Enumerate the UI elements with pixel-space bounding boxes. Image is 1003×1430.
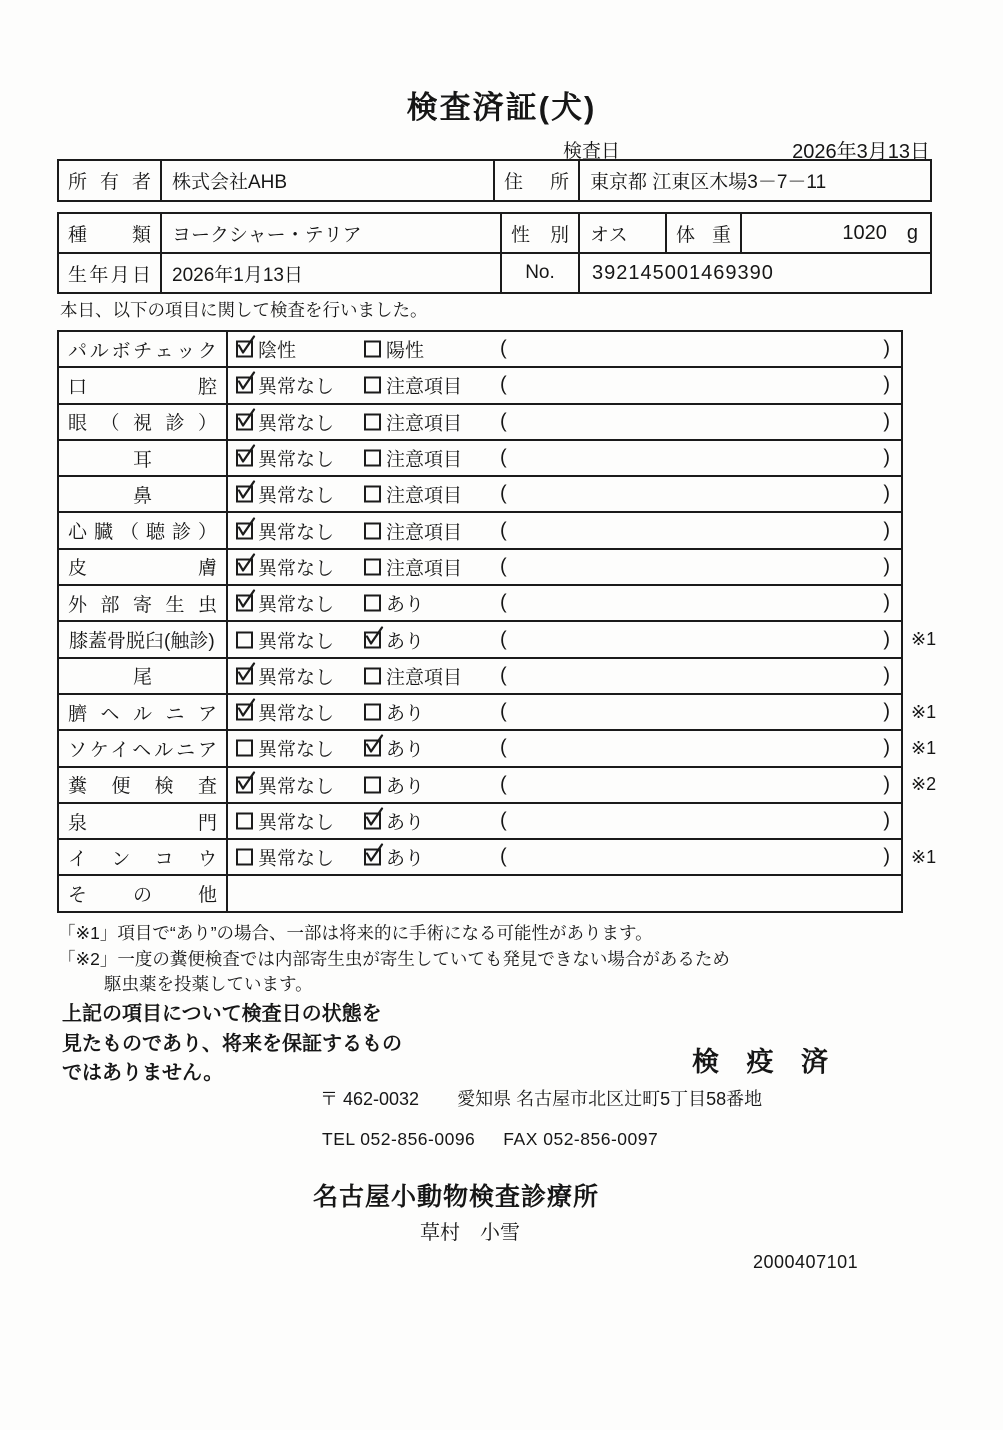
remark-paren-close: ) — [883, 628, 890, 651]
remark-paren-open: ( — [500, 664, 507, 687]
checklist-row — [58, 404, 964, 440]
item-label: パルボチェック — [68, 340, 217, 362]
checklist-row — [58, 476, 964, 512]
remark-paren-close: ) — [883, 591, 890, 614]
no-value: 392145001469390 — [592, 261, 774, 284]
disclaimer — [62, 1000, 402, 1089]
footnote-2: 「※2」一度の糞便検査では内部寄生虫が寄生していても発見できない場合があるため — [58, 948, 730, 969]
checkbox-icon — [364, 558, 381, 575]
no-label: No. — [525, 262, 555, 283]
checkbox-icon — [364, 813, 381, 830]
checklist-row — [58, 440, 964, 476]
option-label: 異常なし — [258, 739, 335, 761]
checkbox-icon — [236, 631, 253, 648]
option-1 — [236, 336, 296, 363]
checkbox-icon — [364, 631, 381, 648]
address-label-cell — [494, 160, 579, 201]
item-label-cell — [58, 694, 227, 730]
row-footnote-mark — [902, 875, 964, 911]
clinic-address-line — [320, 1085, 762, 1111]
remark-paren-close: ) — [883, 446, 890, 469]
checkbox-icon — [236, 450, 253, 467]
pet-info-table — [57, 212, 932, 294]
option-label: 注意項目 — [386, 376, 463, 398]
remark-paren-open: ( — [500, 337, 507, 360]
checkbox-icon — [236, 849, 253, 866]
row-footnote-mark — [902, 658, 964, 694]
item-label: インコウ — [68, 848, 217, 870]
item-label: 皮膚 — [68, 558, 217, 580]
checkbox-icon — [364, 776, 381, 793]
checkbox-icon — [364, 740, 381, 757]
item-label-cell — [58, 730, 227, 766]
item-result-cell — [227, 839, 902, 875]
remark-paren-open: ( — [500, 519, 507, 542]
footnote-2-continued: 駆虫薬を投薬しています。 — [104, 974, 313, 994]
remark-paren-close: ) — [883, 373, 890, 396]
sex-label-cell — [501, 213, 579, 253]
checklist-row — [58, 875, 964, 911]
owner-row — [58, 160, 931, 201]
option-1 — [236, 844, 334, 871]
option-label: 異常なし — [258, 558, 335, 580]
checkbox-icon — [236, 740, 253, 757]
disclaimer-line-3: ではありません。 — [62, 1062, 224, 1084]
item-result-cell — [227, 694, 902, 730]
checkbox-icon — [236, 776, 253, 793]
postal-code: 〒 462-0032 — [320, 1089, 420, 1109]
option-2 — [364, 844, 424, 871]
birth-label: 生年月日 — [68, 264, 151, 286]
item-label: 尾 — [132, 667, 152, 689]
remark-paren-open: ( — [500, 773, 507, 796]
checkbox-icon — [364, 450, 381, 467]
checkbox-icon — [236, 704, 253, 721]
checkbox-icon — [364, 522, 381, 539]
footnote-1: 「※1」項目で“あり”の場合、一部は将来的に手術になる可能性があります。 — [58, 923, 653, 943]
species-row — [58, 213, 931, 253]
option-label: あり — [386, 703, 425, 725]
option-1 — [236, 445, 334, 472]
checklist-row — [58, 367, 964, 403]
checklist-row — [58, 331, 964, 367]
item-result-cell — [227, 875, 902, 911]
checklist-table — [57, 330, 965, 913]
address-value-cell — [579, 160, 931, 201]
checkbox-icon — [236, 522, 253, 539]
row-footnote-mark — [902, 331, 964, 367]
item-result-cell — [227, 730, 902, 766]
item-label-cell — [58, 440, 227, 476]
option-2 — [364, 808, 424, 835]
serial-number: 2000407101 — [753, 1252, 859, 1272]
option-2 — [364, 771, 424, 798]
option-label: あり — [386, 848, 425, 870]
item-label: ソケイヘルニア — [68, 739, 217, 761]
option-1 — [236, 735, 334, 762]
option-2 — [364, 699, 424, 726]
checkbox-icon — [236, 558, 253, 575]
item-result-cell — [227, 658, 902, 694]
owner-value: 株式会社AHB — [172, 172, 288, 193]
checkbox-icon — [364, 704, 381, 721]
checklist-row — [58, 549, 964, 585]
option-1 — [236, 408, 334, 435]
checkbox-icon — [236, 595, 253, 612]
row-footnote-mark: ※2 — [911, 774, 937, 795]
item-label-cell — [58, 367, 227, 403]
clinic-phone-line — [322, 1129, 658, 1150]
item-result-cell — [227, 331, 902, 367]
option-label: 異常なし — [258, 631, 335, 653]
remark-paren-close: ) — [883, 482, 890, 505]
remark-paren-open: ( — [500, 736, 507, 759]
checklist-row — [58, 767, 964, 803]
checkbox-icon — [236, 486, 253, 503]
owner-table — [57, 159, 932, 202]
checkbox-icon — [364, 413, 381, 430]
inspection-date-label: 検査日 — [563, 141, 621, 162]
item-label-cell — [58, 476, 227, 512]
option-2 — [364, 735, 424, 762]
item-result-cell — [227, 512, 902, 548]
remark-paren-close: ) — [883, 555, 890, 578]
item-label: 糞便検査 — [68, 776, 217, 798]
item-label: その他 — [68, 885, 217, 907]
option-label: 注意項目 — [386, 485, 463, 507]
remark-paren-open: ( — [500, 809, 507, 832]
option-1 — [236, 662, 334, 689]
option-label: 注意項目 — [386, 449, 463, 471]
remark-paren-close: ) — [883, 664, 890, 687]
remark-paren-close: ) — [883, 410, 890, 433]
veterinarian-name: 草村 小雪 — [420, 1222, 520, 1244]
checkbox-icon — [236, 377, 253, 394]
option-label: 異常なし — [258, 413, 335, 435]
item-label: 口腔 — [68, 376, 217, 398]
row-footnote-mark — [902, 512, 964, 548]
clinic-tel: TEL 052-856-0096 — [322, 1129, 476, 1149]
item-label-cell — [58, 767, 227, 803]
checkbox-icon — [236, 413, 253, 430]
remark-paren-open: ( — [500, 628, 507, 651]
item-result-cell — [227, 440, 902, 476]
item-label: 鼻 — [132, 485, 152, 507]
remark-paren-close: ) — [883, 519, 890, 542]
option-label: あり — [386, 631, 425, 653]
checkbox-icon — [364, 377, 381, 394]
item-label-cell — [58, 512, 227, 548]
option-label: 注意項目 — [386, 558, 463, 580]
remark-paren-close: ) — [883, 809, 890, 832]
option-2 — [364, 481, 462, 508]
row-footnote-mark — [902, 585, 964, 621]
checkbox-icon — [364, 341, 381, 358]
checkbox-icon — [364, 849, 381, 866]
checkbox-icon — [236, 813, 253, 830]
remark-paren-open: ( — [500, 591, 507, 614]
option-2 — [364, 336, 424, 363]
item-label: 心臓（聴診） — [68, 522, 217, 544]
option-label: 注意項目 — [386, 667, 463, 689]
option-label: 注意項目 — [386, 413, 463, 435]
remark-paren-open: ( — [500, 555, 507, 578]
option-1 — [236, 372, 334, 399]
option-label: あり — [386, 812, 425, 834]
disclaimer-line-2: 見たものであり、将来を保証するもの — [62, 1032, 402, 1055]
item-label-cell — [58, 621, 227, 657]
row-footnote-mark: ※1 — [911, 629, 937, 650]
row-footnote-mark — [902, 476, 964, 512]
option-1 — [236, 808, 334, 835]
checkbox-icon — [364, 595, 381, 612]
item-label: 泉門 — [68, 812, 217, 834]
no-label-cell — [501, 253, 579, 293]
item-result-cell — [227, 621, 902, 657]
remark-paren-open: ( — [500, 446, 507, 469]
item-label-cell — [58, 404, 227, 440]
sex-label: 性別 — [511, 224, 569, 246]
item-result-cell — [227, 803, 902, 839]
option-label: あり — [386, 739, 425, 761]
option-label: 異常なし — [258, 485, 335, 507]
option-1 — [236, 590, 334, 617]
checklist-row — [58, 839, 964, 875]
birth-value: 2026年1月13日 — [172, 264, 303, 286]
item-label: 耳 — [132, 449, 152, 471]
weight-label: 体重 — [676, 224, 731, 246]
checklist-row — [58, 621, 964, 657]
quarantine-stamp: 検 疫 済 — [692, 1047, 839, 1077]
intro-text: 本日、以下の項目に関して検査を行いました。 — [60, 300, 428, 320]
item-label: 臍ヘルニア — [68, 703, 217, 725]
birth-value-cell — [161, 253, 501, 293]
owner-label-cell — [58, 160, 161, 201]
sex-value-cell — [579, 213, 666, 253]
remark-paren-close: ) — [883, 700, 890, 723]
address-value: 東京都 江東区木場3－7－11 — [590, 172, 827, 193]
item-label-cell — [58, 875, 227, 911]
option-2 — [364, 626, 424, 653]
row-footnote-mark — [902, 367, 964, 403]
remark-paren-close: ) — [883, 845, 890, 868]
checklist-row — [58, 658, 964, 694]
birth-label-cell — [58, 253, 161, 293]
item-label-cell — [58, 839, 227, 875]
weight-value: 1020 — [842, 221, 887, 244]
row-footnote-mark: ※1 — [911, 701, 937, 722]
item-label-cell — [58, 331, 227, 367]
option-2 — [364, 408, 462, 435]
option-label: 異常なし — [258, 848, 335, 870]
option-2 — [364, 662, 462, 689]
species-label: 種類 — [68, 224, 151, 246]
option-label: 異常なし — [258, 776, 335, 798]
checklist-row — [58, 803, 964, 839]
item-label-cell — [58, 658, 227, 694]
checkbox-icon — [364, 486, 381, 503]
disclaimer-line-1: 上記の項目について検査日の状態を — [62, 1003, 382, 1025]
option-label: 異常なし — [258, 703, 335, 725]
checkbox-icon — [364, 667, 381, 684]
row-footnote-mark — [902, 404, 964, 440]
checklist-row — [58, 694, 964, 730]
option-2 — [364, 445, 462, 472]
remark-paren-open: ( — [500, 482, 507, 505]
item-label-cell — [58, 585, 227, 621]
item-result-cell — [227, 549, 902, 585]
footnotes — [58, 921, 730, 998]
address-label: 住所 — [504, 172, 569, 193]
option-1 — [236, 771, 334, 798]
option-1 — [236, 481, 334, 508]
page-title: 検査済証(犬) — [406, 90, 597, 125]
item-result-cell — [227, 367, 902, 403]
remark-paren-open: ( — [500, 410, 507, 433]
inspection-date-value: 2026年3月13日 — [792, 141, 930, 163]
option-label: 異常なし — [258, 376, 335, 398]
option-1 — [236, 699, 334, 726]
option-label: 異常なし — [258, 594, 335, 616]
remark-paren-close: ) — [883, 736, 890, 759]
item-label: 眼（視診） — [68, 413, 217, 435]
clinic-address: 愛知県 名古屋市北区辻町5丁目58番地 — [457, 1089, 763, 1109]
species-value-cell — [161, 213, 501, 253]
row-footnote-mark — [902, 549, 964, 585]
item-label-cell — [58, 549, 227, 585]
option-1 — [236, 553, 334, 580]
checkbox-icon — [236, 667, 253, 684]
checklist-row — [58, 585, 964, 621]
option-label: あり — [386, 594, 425, 616]
option-2 — [364, 590, 424, 617]
item-result-cell — [227, 476, 902, 512]
no-value-cell — [579, 253, 931, 293]
option-2 — [364, 372, 462, 399]
item-label: 膝蓋骨脱臼(触診) — [69, 631, 215, 653]
option-label: 陰性 — [258, 340, 297, 362]
weight-label-cell — [666, 213, 741, 253]
option-2 — [364, 517, 462, 544]
row-footnote-mark — [902, 803, 964, 839]
clinic-fax: FAX 052-856-0097 — [503, 1129, 659, 1149]
species-label-cell — [58, 213, 161, 253]
remark-paren-open: ( — [500, 700, 507, 723]
sex-value: オス — [590, 224, 628, 246]
item-label-cell — [58, 803, 227, 839]
species-value: ヨークシャー・テリア — [172, 224, 362, 246]
weight-unit: g — [906, 221, 918, 244]
item-result-cell — [227, 404, 902, 440]
birth-row — [58, 253, 931, 293]
item-label: 外部寄生虫 — [68, 594, 217, 616]
item-result-cell — [227, 585, 902, 621]
option-label: 異常なし — [258, 522, 335, 544]
row-footnote-mark: ※1 — [911, 846, 937, 867]
remark-paren-close: ) — [883, 773, 890, 796]
item-result-cell — [227, 767, 902, 803]
clinic-name: 名古屋小動物検査診療所 — [313, 1183, 600, 1211]
checklist-row — [58, 512, 964, 548]
option-label: 異常なし — [258, 667, 335, 689]
option-label: 注意項目 — [386, 522, 463, 544]
remark-paren-open: ( — [500, 373, 507, 396]
owner-label: 所有者 — [68, 172, 151, 193]
option-label: あり — [386, 776, 425, 798]
checklist-row — [58, 730, 964, 766]
remark-paren-close: ) — [883, 337, 890, 360]
option-label: 異常なし — [258, 449, 335, 471]
option-2 — [364, 553, 462, 580]
option-1 — [236, 626, 334, 653]
remark-paren-open: ( — [500, 845, 507, 868]
owner-value-cell — [161, 160, 494, 201]
option-label: 陽性 — [386, 340, 425, 362]
weight-value-cell — [741, 213, 931, 253]
checkbox-icon — [236, 341, 253, 358]
row-footnote-mark — [902, 440, 964, 476]
option-1 — [236, 517, 334, 544]
row-footnote-mark: ※1 — [911, 737, 937, 758]
option-label: 異常なし — [258, 812, 335, 834]
